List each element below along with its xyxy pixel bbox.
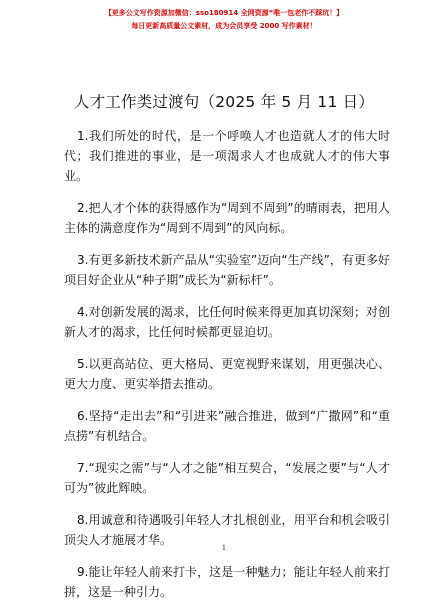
page-number: 1 (221, 544, 227, 552)
list-item: 5.以更高站位、更大格局、更宽视野来谋划，用更强决心、更大力度、更实举措去推动。 (64, 357, 390, 391)
list-item: 9.能让年轻人前来打卡，这是一种魅力；能让年轻人前来打拼，这是一种引力。 (64, 565, 390, 599)
list-item: 1.我们所处的时代，是一个呼唤人才也造就人才的伟大时代；我们推进的事业，是一项渴求人才也成就人才的伟大事业。 (64, 129, 390, 183)
list-item: 2.把人才个体的获得感作为“周到不周到”的晴雨表，把用人主体的满意度作为“周到不周到”的风向标。 (64, 201, 390, 235)
sentence-list (64, 114, 390, 609)
page-title: 人才工作类过渡句（2025 年 5 月 11 日） (73, 93, 375, 111)
promo-banner (0, 8, 448, 32)
list-item: 4.对创新发展的渴求，比任何时候来得更加真切深刻；对创新人才的渴求，比任何时候都更显迫切。 (64, 305, 390, 339)
promo-banner-line-2: 每日更新高质量公文素材，成为会员享受 2000 写作素材！ (131, 22, 317, 30)
list-item: 3.有更多新技术新产品从“实验室”迈向“生产线”，有更多好项目好企业从“种子期”成长为“新标杆”。 (64, 253, 390, 287)
list-item: 6.坚持“走出去”和“引进来”融合推进，做到“广撒网”和“重点捞”有机结合。 (64, 409, 390, 443)
list-item: 8.用诚意和待遇吸引年轻人才扎根创业，用平台和机会吸引顶尖人才施展才华。 (64, 513, 390, 547)
promo-banner-line-1: 【更多公文写作资源加微信：sso180914 全网资源“唯一包老作不踩坑！】 (104, 9, 344, 17)
list-item: 7.“现实之需”与“人才之能”相互契合，“发展之要”与“人才可为”彼此辉映。 (64, 461, 390, 495)
